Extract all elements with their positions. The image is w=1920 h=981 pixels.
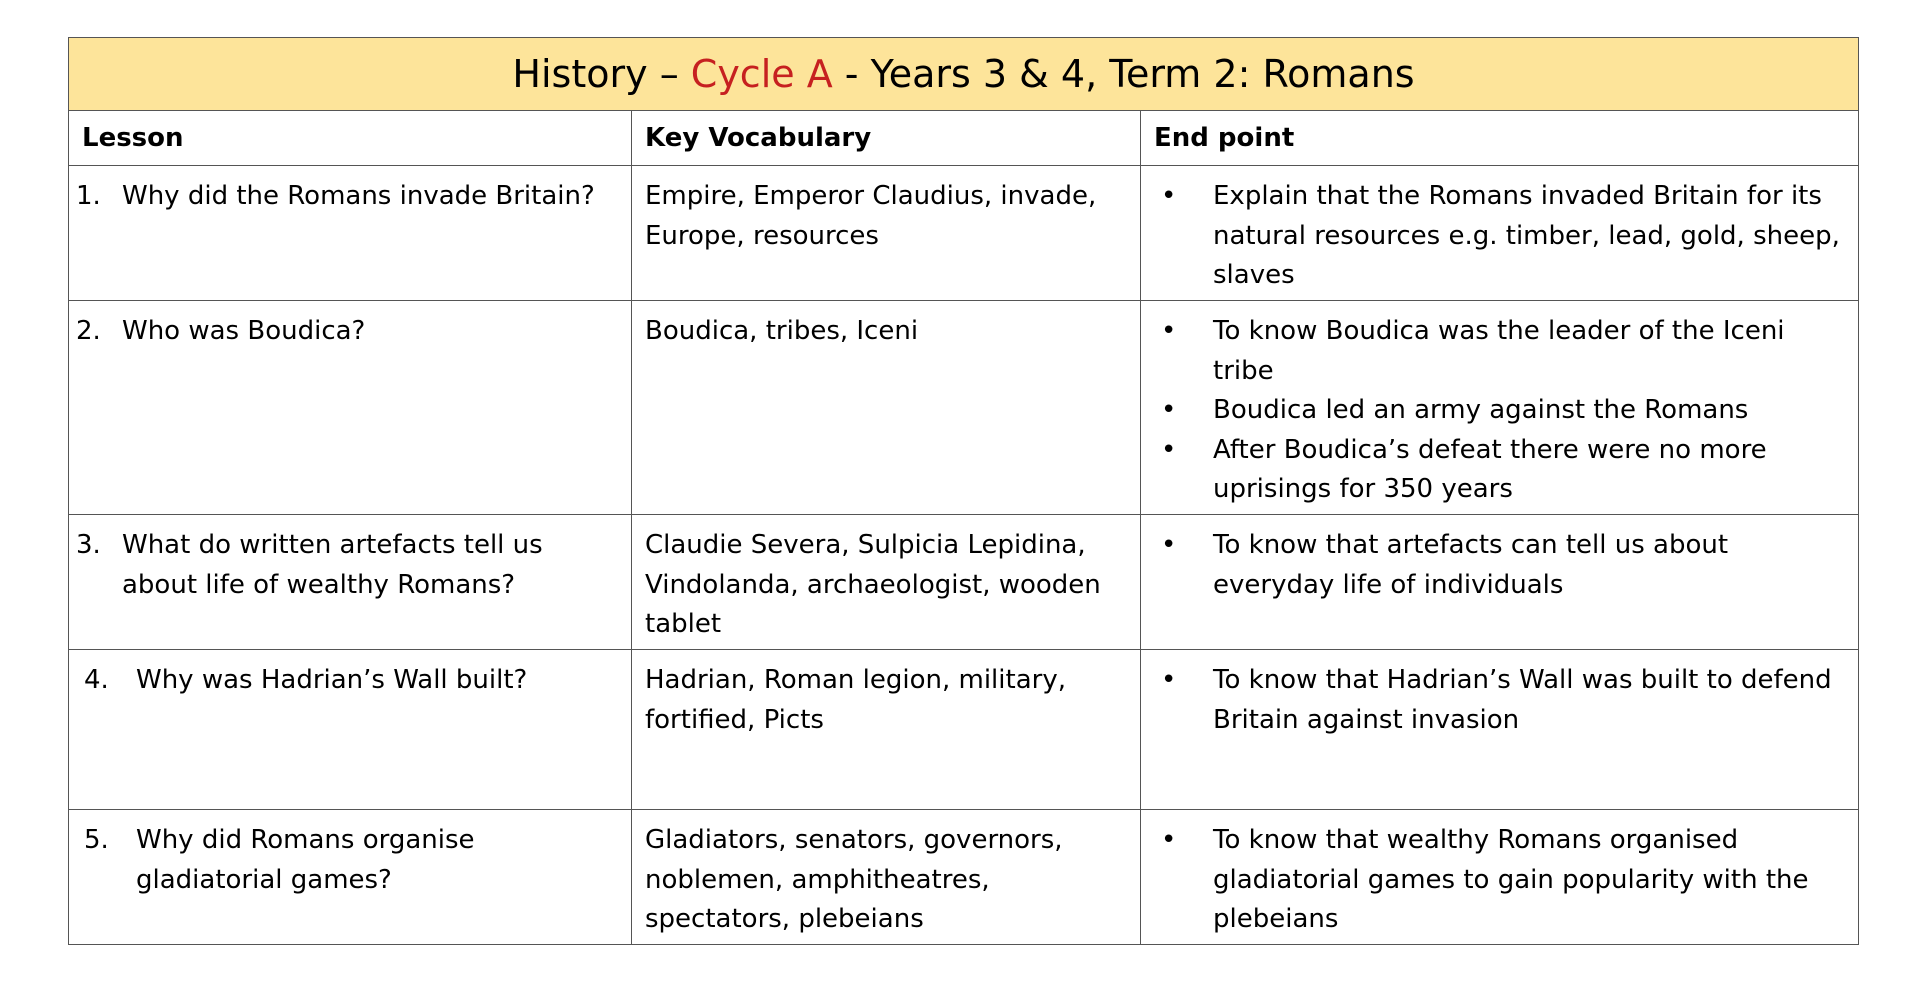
endpoint-item [1161, 312, 1850, 391]
lesson-number: 2. [76, 316, 101, 346]
title-text-rest: - Years 3 & 4, Term 2: Romans [832, 52, 1415, 96]
endpoint-item [1161, 821, 1850, 940]
bullet-icon: • [1161, 665, 1177, 695]
lesson-number: 3. [76, 530, 101, 560]
endpoint-text: Explain that the Romans invaded Britain for its natural resources e.g. timber, lead, gold, sheep, slaves [1213, 181, 1840, 290]
curriculum-table [68, 37, 1859, 945]
table-row [69, 515, 1859, 650]
lesson-question: Who was Boudica? [122, 316, 366, 346]
bullet-icon: • [1161, 181, 1177, 211]
lesson-number: 5. [84, 825, 109, 855]
endpoint-text: To know that wealthy Romans organised gladiatorial games to gain popularity with the plebeians [1213, 825, 1809, 934]
lesson-question: What do written artefacts tell us about life of wealthy Romans? [122, 530, 543, 600]
vocab-cell: Gladiators, senators, governors, noblemen, amphitheatres, spectators, plebeians [632, 810, 1141, 945]
lesson-question: Why was Hadrian’s Wall built? [136, 665, 528, 695]
endpoint-item [1161, 431, 1850, 510]
endpoint-item [1161, 391, 1850, 431]
vocab-cell: Claudie Severa, Sulpicia Lepidina, Vindolanda, archaeologist, wooden tablet [632, 515, 1141, 650]
bullet-icon: • [1161, 316, 1177, 346]
endpoint-item [1161, 661, 1850, 740]
title-text: History – [512, 52, 691, 96]
vocab-cell: Empire, Emperor Claudius, invade, Europe, resources [632, 166, 1141, 301]
vocab-cell: Boudica, tribes, Iceni [632, 301, 1141, 515]
bullet-icon: • [1161, 530, 1177, 560]
lesson-number: 4. [84, 665, 109, 695]
endpoint-cell [1141, 301, 1859, 515]
endpoint-text: Boudica led an army against the Romans [1213, 395, 1749, 425]
table-row [69, 810, 1859, 945]
endpoint-text: To know Boudica was the leader of the Iceni tribe [1213, 316, 1785, 386]
bullet-icon: • [1161, 434, 1177, 465]
endpoint-cell [1141, 515, 1859, 650]
lesson-cell [69, 650, 632, 810]
endpoint-cell [1141, 166, 1859, 301]
page-title [69, 38, 1859, 111]
lesson-number: 1. [76, 181, 101, 211]
lesson-cell [69, 166, 632, 301]
title-row [69, 38, 1859, 111]
header-key-vocabulary: Key Vocabulary [632, 111, 1141, 166]
lesson-question: Why did the Romans invade Britain? [122, 181, 595, 211]
bullet-icon: • [1161, 825, 1177, 855]
lesson-cell [69, 301, 632, 515]
lesson-question: Why did Romans organise gladiatorial games? [136, 825, 475, 895]
endpoint-text: To know that artefacts can tell us about everyday life of individuals [1213, 530, 1729, 600]
bullet-icon: • [1161, 395, 1177, 425]
title-cycle-highlight: Cycle A [690, 52, 833, 96]
header-row [69, 111, 1859, 166]
table-row [69, 650, 1859, 810]
endpoint-cell [1141, 810, 1859, 945]
table-row [69, 301, 1859, 515]
endpoint-item [1161, 526, 1850, 605]
endpoint-item [1161, 177, 1850, 296]
table-row [69, 166, 1859, 301]
lesson-cell [69, 810, 632, 945]
header-end-point: End point [1141, 111, 1859, 166]
endpoint-text: After Boudica’s defeat there were no more uprisings for 350 years [1213, 434, 1767, 504]
vocab-cell: Hadrian, Roman legion, military, fortified, Picts [632, 650, 1141, 810]
header-lesson: Lesson [69, 111, 632, 166]
endpoint-cell [1141, 650, 1859, 810]
endpoint-text: To know that Hadrian’s Wall was built to defend Britain against invasion [1213, 665, 1832, 735]
lesson-cell [69, 515, 632, 650]
